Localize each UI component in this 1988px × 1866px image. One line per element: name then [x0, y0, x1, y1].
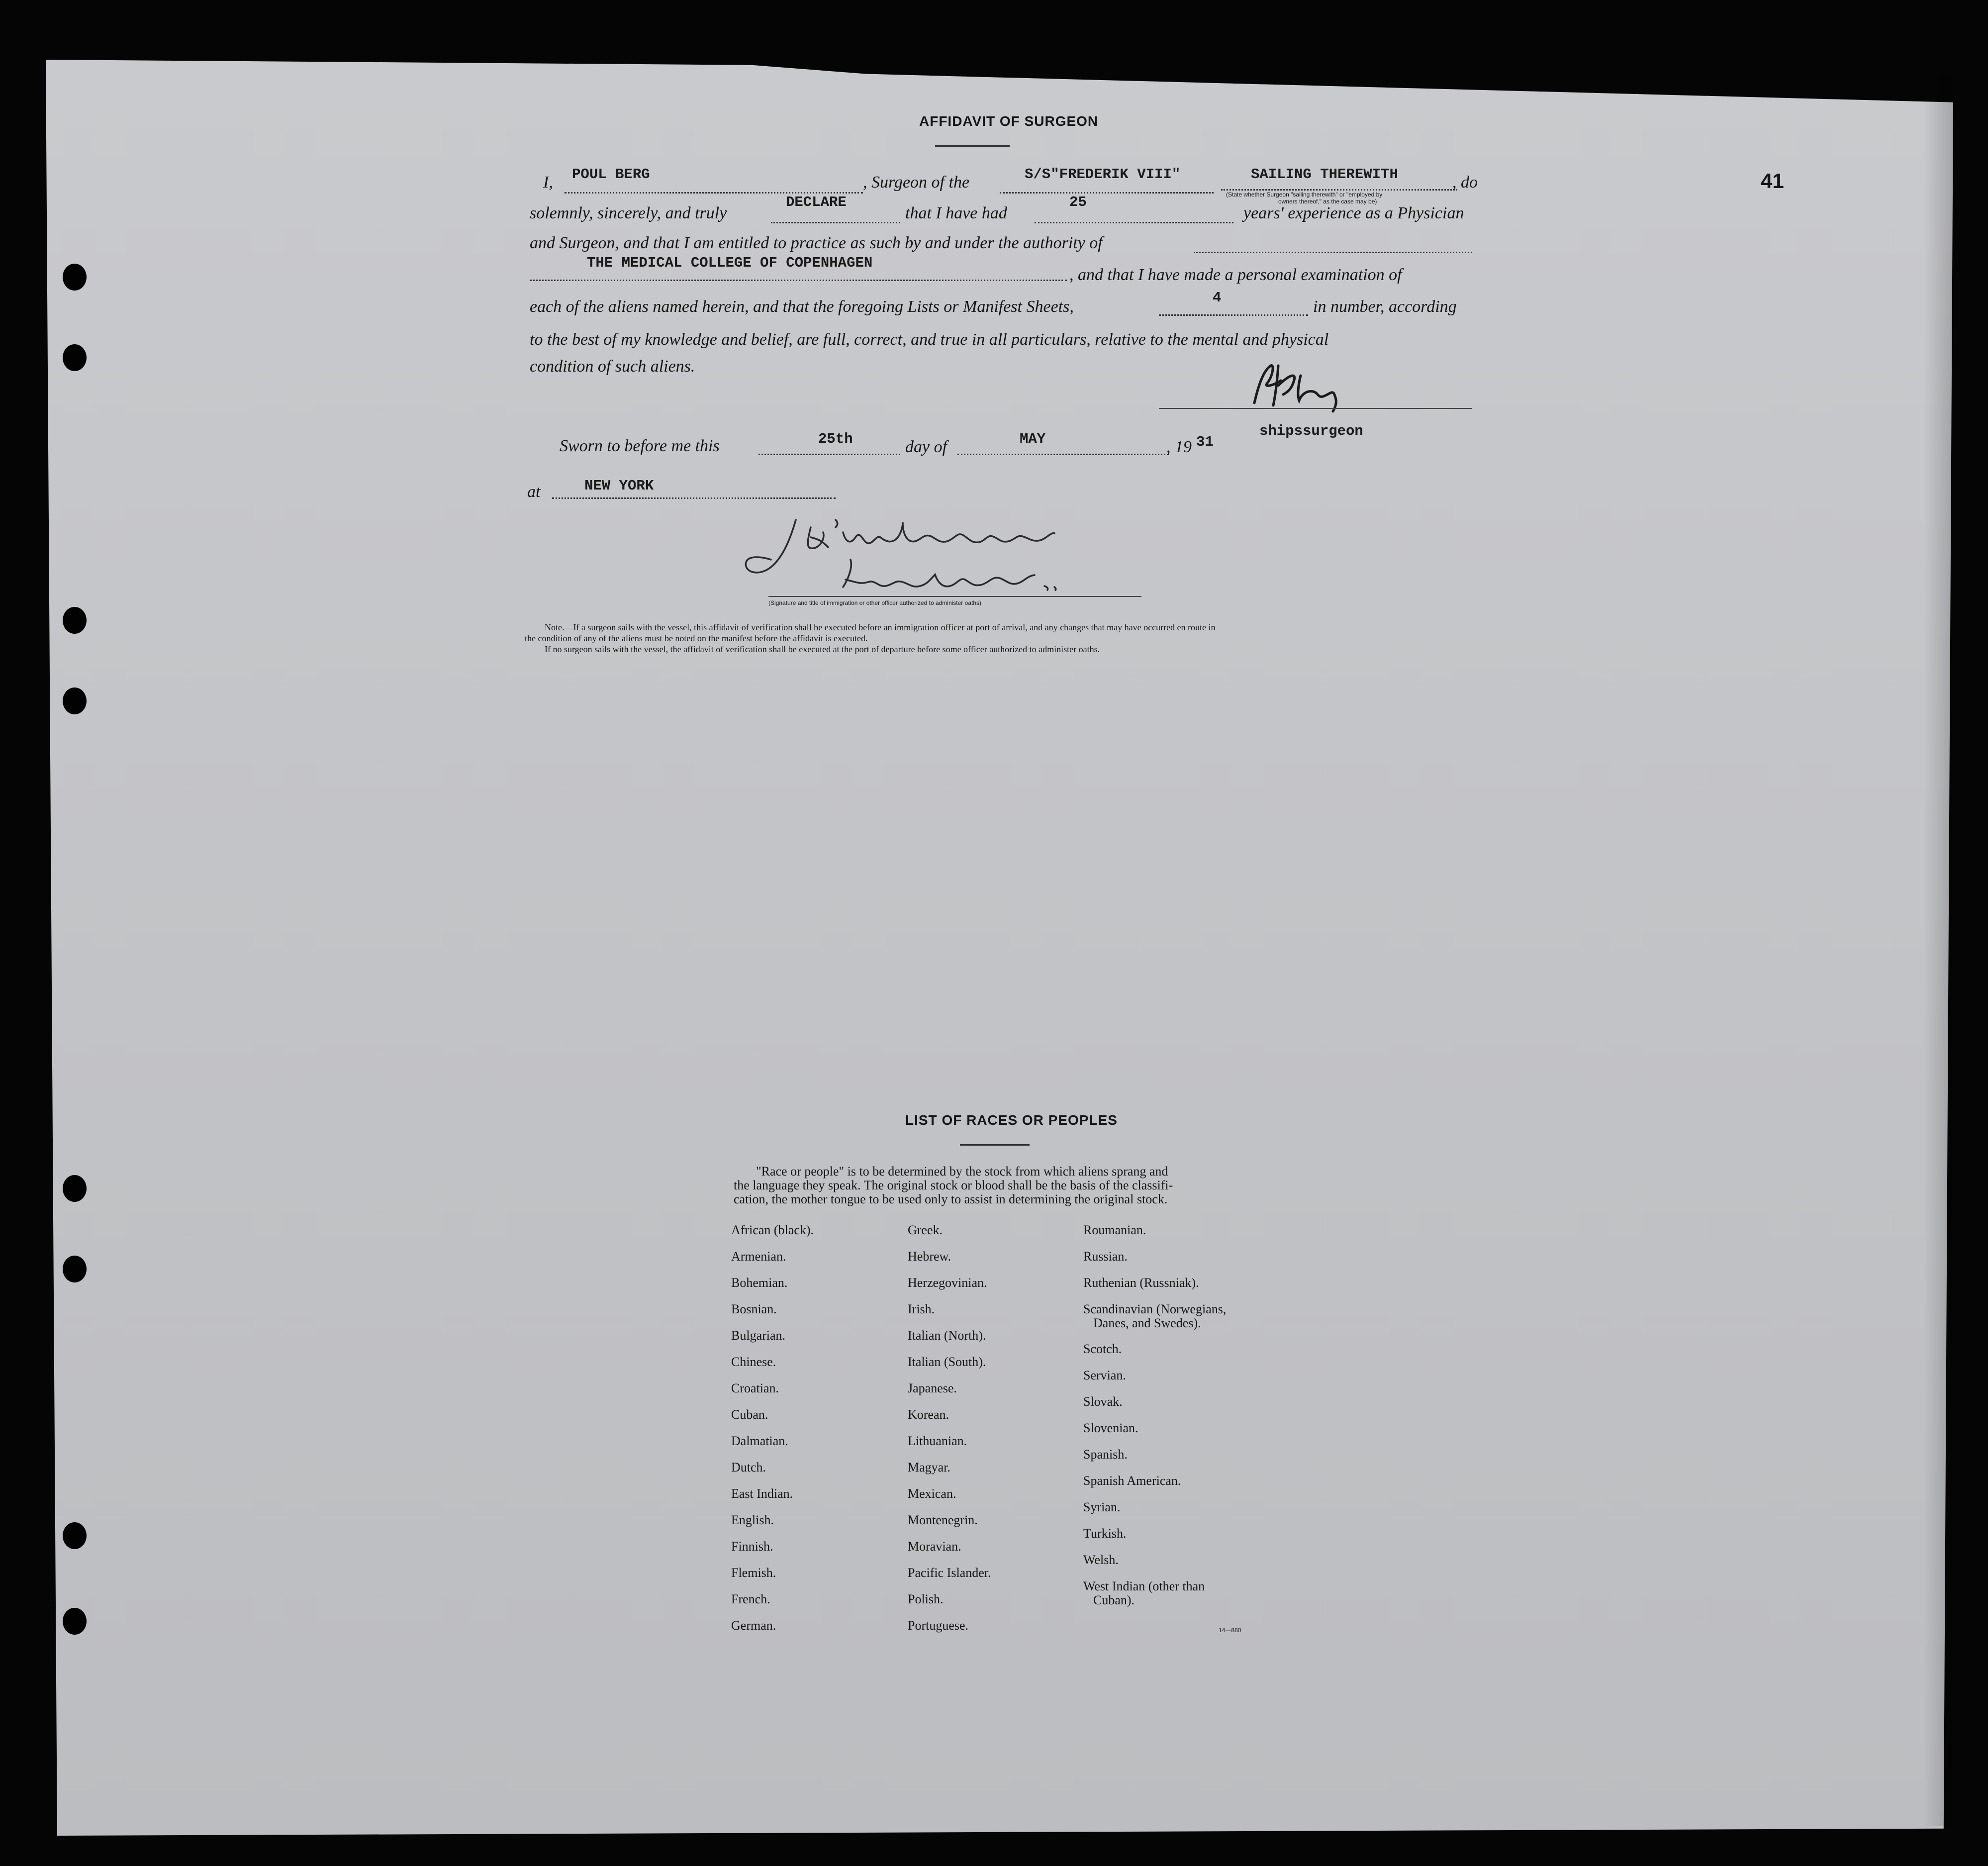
race-item: French.: [731, 1592, 770, 1606]
race-item: Spanish American.: [1083, 1473, 1181, 1488]
sworn-prefix: Sworn to before me this: [560, 437, 720, 455]
race-item: Mexican.: [908, 1486, 956, 1501]
sworn-year: 31: [1196, 434, 1214, 450]
race-item: Chinese.: [731, 1355, 776, 1369]
line3: and Surgeon, and that I am entitled to practice as such by and under the authority of: [530, 234, 1103, 252]
manifest-page: [46, 60, 1953, 1836]
race-item: Scandinavian (Norwegians,: [1083, 1302, 1227, 1316]
race-item: Italian (North).: [908, 1328, 986, 1343]
line5-prefix: each of the aliens named herein, and that the foregoing Lists or Manifest Sheets,: [530, 297, 1074, 316]
race-item: Japanese.: [908, 1381, 957, 1395]
race-item: Polish.: [908, 1592, 944, 1606]
binder-hole: [63, 607, 87, 634]
race-item: German.: [731, 1618, 776, 1633]
affidavit-title: AFFIDAVIT OF SURGEON: [919, 113, 1099, 129]
binder-hole: [63, 687, 87, 714]
race-item: Italian (South).: [908, 1355, 986, 1369]
race-item: Danes, and Swedes).: [1093, 1316, 1201, 1330]
race-item: East Indian.: [731, 1486, 793, 1501]
races-title-underline: [960, 1144, 1030, 1146]
race-item: Hebrew.: [908, 1249, 951, 1264]
line2-mid: that I have had: [905, 204, 1007, 222]
line1-prefix: I,: [543, 173, 553, 192]
race-item: Bulgarian.: [731, 1328, 786, 1343]
race-item: Finnish.: [731, 1539, 773, 1554]
line7: condition of such aliens.: [530, 357, 695, 376]
race-item: Flemish.: [731, 1566, 776, 1580]
line2-prefix: solemnly, sincerely, and truly: [530, 204, 727, 222]
officer-caption: (Signature and title of immigration or other officer authorized to administer oaths): [768, 599, 981, 606]
page-edge-shadow: [1923, 75, 1953, 1826]
status-note-1: (State whether Surgeon "sailing therewith" or "employed by: [1226, 191, 1383, 198]
note-line-1: Note.—If a surgeon sails with the vessel, this affidavit of verification shall be executed before an immigration officer at port of arrival, and any changes that may have occurred en route in: [545, 622, 1216, 632]
race-item: Irish.: [908, 1302, 935, 1316]
race-item: African (black).: [731, 1223, 814, 1237]
note-line-3: If no surgeon sails with the vessel, the affidavit of verification shall be executed at the port of departure before some officer authorized to administer oaths.: [545, 644, 1100, 654]
races-intro-1: "Race or people" is to be determined by the stock from which aliens sprang and: [756, 1164, 1168, 1179]
race-item: Roumanian.: [1083, 1223, 1146, 1237]
surgeon-signature-line: [1159, 408, 1472, 409]
place-rule: [552, 497, 836, 499]
line1-mid: , Surgeon of the: [863, 173, 970, 192]
sheets-rule: [1159, 314, 1308, 316]
race-item: Lithuanian.: [908, 1434, 967, 1448]
race-item: Slovak.: [1083, 1394, 1123, 1409]
race-item: Pacific Islander.: [908, 1566, 991, 1580]
sheets-count: 4: [1213, 290, 1222, 306]
race-item: English.: [731, 1513, 774, 1527]
races-intro-2: the language they speak. The original stock or blood shall be the basis of the classifi-: [734, 1178, 1173, 1192]
vessel-name: S/S"FREDERIK VIII": [1025, 166, 1181, 183]
sworn-month: MAY: [1020, 431, 1046, 447]
race-item: Slovenian.: [1083, 1421, 1138, 1435]
race-item: Bosnian.: [731, 1302, 777, 1316]
line5-suffix: in number, according: [1313, 297, 1457, 316]
binder-hole: [63, 344, 87, 371]
page-number: 41: [1761, 169, 1784, 193]
race-item: West Indian (other than: [1083, 1579, 1205, 1593]
race-item: Croatian.: [731, 1381, 779, 1395]
place-value: NEW YORK: [584, 478, 654, 494]
race-item: Welsh.: [1083, 1553, 1119, 1567]
race-item: Cuban.: [731, 1407, 768, 1422]
binder-hole: [63, 1256, 87, 1282]
race-item: Korean.: [908, 1407, 949, 1422]
race-item: Servian.: [1083, 1368, 1126, 1382]
race-item: Cuban).: [1093, 1593, 1135, 1607]
surgeon-status: SAILING THEREWITH: [1251, 166, 1398, 183]
place-prefix: at: [527, 483, 541, 501]
race-item: Armenian.: [731, 1249, 786, 1264]
race-item: Dalmatian.: [731, 1434, 788, 1448]
line1-suffix: , do: [1452, 173, 1478, 192]
line6: to the best of my knowledge and belief, are full, correct, and true in all particulars, relative to the mental and physical: [530, 330, 1329, 349]
race-item: Montenegrin.: [908, 1513, 978, 1527]
vessel-rule: [1000, 192, 1214, 194]
sworn-day-rule: [758, 454, 900, 455]
race-item: Scotch.: [1083, 1342, 1122, 1356]
race-item: Moravian.: [908, 1539, 961, 1554]
line4-suffix: , and that I have made a personal examination of: [1069, 266, 1402, 284]
race-item: Spanish.: [1083, 1447, 1128, 1462]
declaration: DECLARE: [786, 194, 847, 210]
officer-signature-line: [768, 596, 1141, 597]
years-rule: [1035, 222, 1233, 223]
form-code: 14—880: [1219, 1627, 1241, 1634]
years-experience: 25: [1069, 194, 1087, 210]
authority: THE MEDICAL COLLEGE OF COPENHAGEN: [587, 255, 873, 271]
race-item: Magyar.: [908, 1460, 950, 1474]
note-line-2: the condition of any of the aliens must be noted on the manifest before the affidavit is executed.: [525, 633, 868, 643]
race-item: Greek.: [908, 1223, 943, 1237]
sworn-year-prefix: , 19: [1166, 438, 1192, 456]
binder-hole: [63, 1175, 87, 1202]
race-item: Russian.: [1083, 1249, 1128, 1264]
line2-suffix: years' experience as a Physician: [1243, 204, 1464, 222]
race-item: Herzegovinian.: [908, 1276, 987, 1290]
signature-title: shipssurgeon: [1259, 423, 1363, 439]
declaration-rule: [771, 222, 900, 223]
surgeon-name: POUL BERG: [572, 166, 650, 183]
binder-hole: [63, 1608, 87, 1635]
status-rule: [1221, 189, 1457, 191]
races-intro-3: cation, the mother tongue to be used only to assist in determining the original stock.: [734, 1192, 1168, 1206]
officer-signature: [736, 512, 1159, 607]
status-note-2: owners thereof," as the case may be): [1278, 198, 1377, 205]
sworn-mid: day of: [905, 438, 947, 456]
race-item: Dutch.: [731, 1460, 766, 1474]
binder-hole: [63, 264, 87, 291]
authority-rule-b: [530, 280, 1067, 281]
binder-hole: [63, 1522, 87, 1549]
race-item: Syrian.: [1083, 1500, 1121, 1514]
surgeon-signature: [1243, 356, 1373, 415]
race-item: Portuguese.: [908, 1618, 969, 1633]
title-underline: [935, 145, 1010, 147]
race-item: Turkish.: [1083, 1526, 1127, 1541]
sworn-day: 25th: [818, 431, 853, 447]
sworn-month-rule: [957, 454, 1169, 455]
surgeon-name-rule: [565, 192, 863, 194]
authority-rule-a: [1194, 252, 1472, 253]
race-item: Ruthenian (Russniak).: [1083, 1276, 1199, 1290]
races-title: LIST OF RACES OR PEOPLES: [905, 1112, 1118, 1128]
race-item: Bohemian.: [731, 1276, 788, 1290]
